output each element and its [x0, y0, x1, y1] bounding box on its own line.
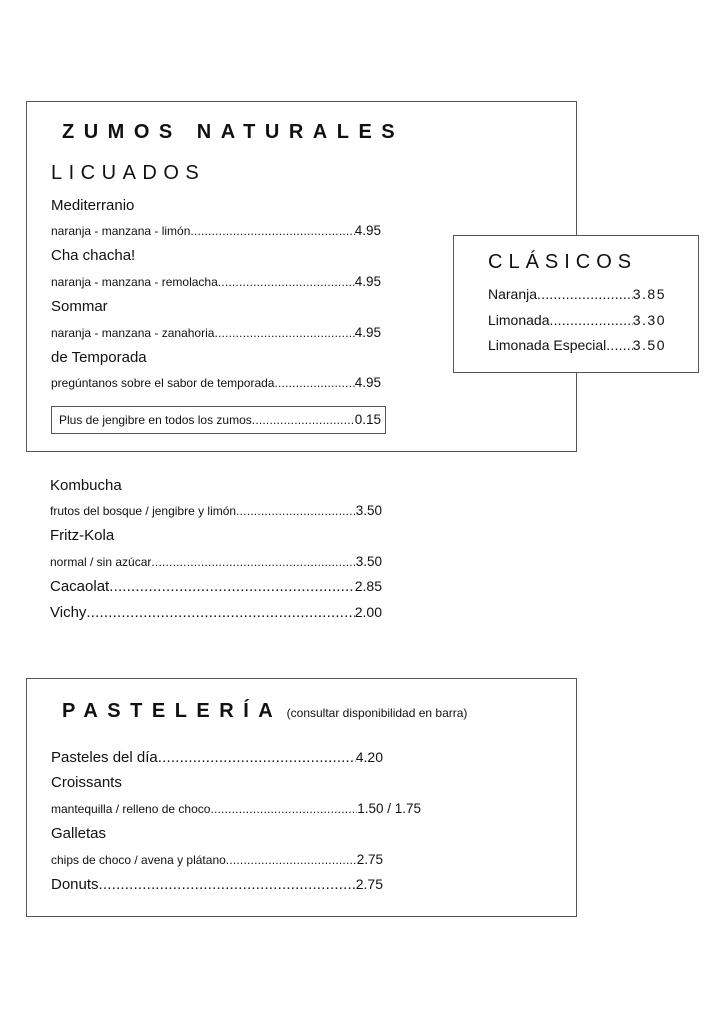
licuados-subtitle: LICUADOS [51, 162, 206, 184]
item-name: Cacaolat [50, 578, 110, 595]
item-price: 2.00 [354, 604, 382, 620]
item-desc: pregúntanos sobre el sabor de temporada [51, 376, 275, 390]
item-price: 4.95 [354, 325, 381, 340]
item-desc: normal / sin azúcar [50, 555, 152, 569]
item-name: Limonada Especial [488, 337, 607, 353]
clasicos-title: CLÁSICOS [488, 251, 638, 273]
item-name: Galletas [51, 825, 107, 842]
item-name: Cha chacha! [51, 247, 136, 264]
item-line [59, 412, 381, 427]
item-price: 4.95 [354, 223, 381, 238]
item-name: Donuts [51, 876, 99, 893]
item-line [51, 801, 421, 816]
item-desc: naranja - manzana - limón [51, 224, 191, 238]
item-line [50, 554, 382, 569]
item-price: 2.75 [355, 876, 383, 892]
item-price: 2.85 [354, 578, 382, 594]
item-desc: Plus de jengibre en todos los zumos [59, 413, 252, 427]
item-price: 4.95 [354, 274, 381, 289]
item-name: Vichy [50, 604, 87, 621]
item-line [51, 325, 381, 340]
item-line [51, 375, 381, 390]
item-line [51, 274, 381, 289]
item-price: 3.50 [355, 554, 382, 569]
item-line [51, 223, 381, 238]
pasteleria-title: PASTELERÍA [62, 700, 283, 722]
item-price: 1.50 / 1.75 [357, 801, 421, 816]
item-price: 3.50 [355, 503, 382, 518]
clasicos-section [453, 235, 699, 373]
item-line [51, 852, 383, 867]
item-name: Limonada [488, 312, 550, 328]
item-price: 3.30 [632, 312, 666, 328]
item-name: Sommar [51, 298, 108, 315]
item-name: Fritz-Kola [50, 527, 115, 544]
item-desc: frutos del bosque / jengibre y limón [50, 504, 237, 518]
item-line [488, 312, 666, 328]
item-name: Pasteles del día [51, 749, 158, 766]
item-desc: mantequilla / relleno de choco [51, 802, 211, 816]
item-line [488, 337, 666, 353]
item-price: 4.95 [354, 375, 381, 390]
item-price: 3.85 [632, 286, 666, 302]
item-name: de Temporada [51, 349, 147, 366]
item-line [50, 604, 382, 621]
item-name: Mediterranio [51, 197, 135, 214]
item-line [51, 876, 383, 893]
item-price: 2.75 [356, 852, 383, 867]
item-price: 0.15 [354, 412, 381, 427]
zumos-title: ZUMOS NATURALES [62, 121, 405, 143]
item-name: Naranja [488, 286, 538, 302]
item-line [488, 286, 666, 302]
item-name: Kombucha [50, 477, 122, 494]
item-name: Croissants [51, 774, 122, 791]
pasteleria-section [26, 678, 577, 917]
pasteleria-header [62, 700, 467, 723]
item-desc: chips de choco / avena y plátano [51, 853, 226, 867]
item-line [50, 503, 382, 518]
item-desc: naranja - manzana - zanahoria [51, 326, 215, 340]
item-line [51, 749, 383, 766]
item-price: 4.20 [355, 749, 383, 765]
ginger-extra-box [51, 406, 386, 434]
item-line [50, 578, 382, 595]
item-desc: naranja - manzana - remolacha [51, 275, 218, 289]
pasteleria-note: (consultar disponibilidad en barra) [286, 706, 468, 720]
item-price: 3.50 [632, 337, 666, 353]
